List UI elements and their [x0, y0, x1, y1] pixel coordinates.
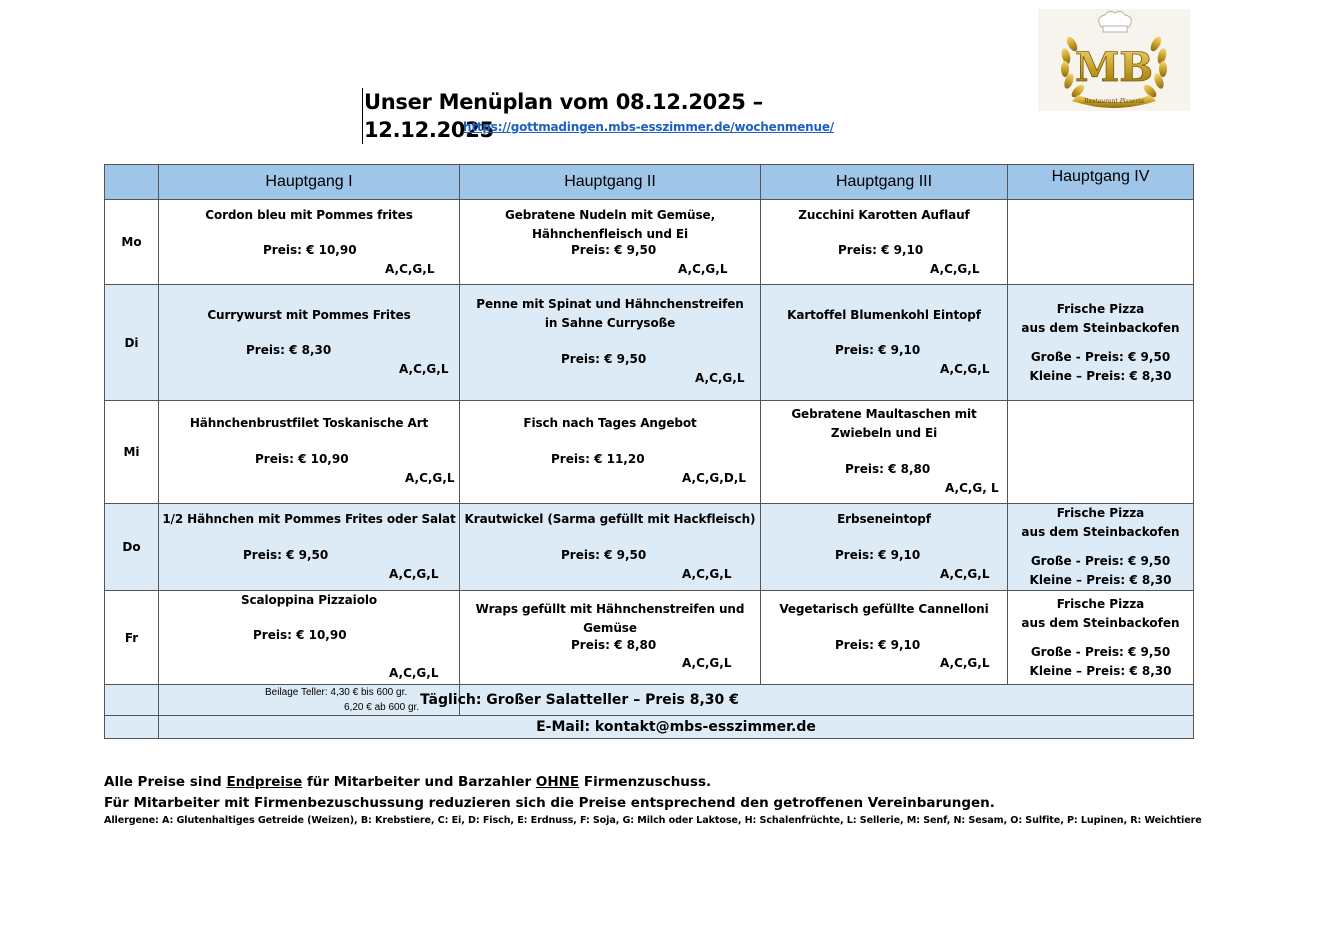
dish-name: 1/2 Hähnchen mit Pommes Frites oder Salat [162, 512, 456, 526]
table-row-di [105, 285, 1194, 401]
table-row-mo [105, 200, 1194, 285]
menu-table [104, 164, 1194, 739]
header-hauptgang-3: Hauptgang III [761, 165, 1008, 200]
dish-cell [460, 591, 761, 685]
dish-price: Preis: € 9,10 [835, 638, 921, 652]
price-note-line-2: Für Mitarbeiter mit Firmenbezuschussung reduzieren sich die Preise entsprechend den getroffenen Vereinbarungen. [104, 795, 995, 811]
dish-price: Preis: € 9,50 [243, 548, 329, 562]
dish-price: Preis: € 9,50 [561, 548, 647, 562]
dish-cell [761, 285, 1008, 401]
contact-email [159, 716, 1194, 739]
svg-text:Restaurant Pizzeria: Restaurant Pizzeria [1084, 98, 1144, 105]
restaurant-logo [1038, 9, 1190, 111]
dish-allergens: A,C,G,L [940, 567, 990, 581]
dish-name: Erbseneintopf [837, 512, 931, 526]
footer-row-daily [105, 685, 1194, 716]
dish-name: Kartoffel Blumenkohl Eintopf [787, 308, 981, 322]
dish-price: Preis: € 9,10 [835, 548, 921, 562]
dish-allergens: A,C,G,L [405, 471, 455, 485]
dish-allergens: A,C,G,L [399, 362, 449, 376]
pizza-cell [1008, 285, 1194, 401]
dish-price: Preis: € 10,90 [255, 452, 349, 466]
pizza-subtitle: aus dem Steinbackofen [1021, 525, 1180, 539]
dish-cell [761, 591, 1008, 685]
contact-email-text[interactable]: E-Mail: kontakt@mbs-esszimmer.de [536, 719, 816, 735]
page-title: Unser Menüplan vom 08.12.2025 – 12.12.2025 [362, 88, 884, 144]
dish-name: Krautwickel (Sarma gefüllt mit Hackfleisch) [464, 512, 756, 526]
daily-salad-text: Täglich: Großer Salatteller – Preis 8,30 € [420, 692, 739, 708]
dish-name: Scaloppina Pizzaiolo [240, 593, 377, 607]
dish-cell [159, 200, 460, 285]
dish-price: Preis: € 9,50 [571, 243, 657, 257]
header-hauptgang-2: Hauptgang II [460, 165, 761, 200]
dish-name: Fisch nach Tages Angebot [523, 416, 697, 430]
dish-name: Gebratene Maultaschen mit Zwiebeln und Ei [791, 407, 977, 440]
dish-name: Vegetarisch gefüllte Cannelloni [779, 602, 989, 616]
svg-text:MB: MB [1074, 44, 1154, 91]
pizza-large-price: Große - Preis: € 9,50 [1030, 350, 1171, 364]
day-label: Do [105, 504, 159, 591]
dish-price: Preis: € 9,50 [561, 352, 647, 366]
menu-url-link[interactable]: https://gottmadingen.mbs-esszimmer.de/wochenmenue/ [463, 120, 834, 134]
day-label: Mo [105, 200, 159, 285]
header-day-cell [105, 165, 159, 200]
pizza-cell [1008, 504, 1194, 591]
day-label: Di [105, 285, 159, 401]
footer-day-cell [105, 685, 159, 716]
pizza-cell [1008, 591, 1194, 685]
dish-cell [159, 591, 460, 685]
pizza-small-price: Kleine – Preis: € 8,30 [1029, 369, 1172, 383]
logo-emblem-icon [1038, 9, 1190, 111]
dish-price: Preis: € 10,90 [263, 243, 357, 257]
daily-salad-offer [420, 685, 1194, 716]
dish-name: Currywurst mit Pommes Frites [207, 308, 411, 322]
dish-cell [761, 200, 1008, 285]
pizza-subtitle: aus dem Steinbackofen [1021, 321, 1180, 335]
pizza-subtitle: aus dem Steinbackofen [1021, 616, 1180, 630]
dish-allergens: A,C,G,L [695, 371, 745, 385]
dish-name: Zucchini Karotten Auflauf [798, 208, 970, 222]
dish-allergens: A,C,G,L [678, 262, 728, 276]
side-dish-line-2: 6,20 € ab 600 gr. [344, 702, 420, 713]
dish-name: Gebratene Nudeln mit Gemüse, Hähnchenfleisch und Ei [504, 208, 716, 241]
footer-day-cell [105, 716, 159, 739]
dish-cell [761, 401, 1008, 504]
dish-cell [460, 401, 761, 504]
dish-cell [159, 504, 460, 591]
dish-allergens: A,C,G,L [940, 362, 990, 376]
table-header-row [105, 165, 1194, 200]
dish-name: Hähnchenbrustfilet Toskanische Art [189, 416, 429, 430]
day-label: Fr [105, 591, 159, 685]
dish-cell [460, 504, 761, 591]
table-row-do [105, 504, 1194, 591]
dish-name: Penne mit Spinat und Hähnchenstreifen in Sahne Currysoße [476, 297, 744, 330]
dish-price: Preis: € 10,90 [253, 628, 347, 642]
table-row-mi [105, 401, 1194, 504]
pizza-large-price: Große - Preis: € 9,50 [1030, 645, 1171, 659]
pizza-small-price: Kleine – Preis: € 8,30 [1029, 573, 1172, 587]
dish-cell [159, 401, 460, 504]
pizza-title: Frische Pizza [1056, 506, 1145, 520]
dish-allergens: A,C,G,D,L [682, 471, 747, 485]
pizza-title: Frische Pizza [1056, 597, 1145, 611]
dish-allergens: A,C,G,L [930, 262, 980, 276]
dish-price: Preis: € 8,80 [571, 638, 657, 652]
header-hauptgang-1: Hauptgang I [159, 165, 460, 200]
header-hauptgang-4: Hauptgang IV [1008, 165, 1194, 200]
pizza-title: Frische Pizza [1056, 302, 1145, 316]
dish-allergens: A,C,G,L [682, 567, 732, 581]
dish-allergens: A,C,G,L [682, 656, 732, 670]
empty-cell [1008, 401, 1194, 504]
dish-price: Preis: € 9,10 [838, 243, 924, 257]
dish-cell [460, 285, 761, 401]
dish-allergens: A,C,G,L [389, 567, 439, 581]
table-row-fr [105, 591, 1194, 685]
dish-allergens: A,C,G,L [385, 262, 435, 276]
dish-allergens: A,C,G,L [940, 656, 990, 670]
dish-name: Wraps gefüllt mit Hähnchenstreifen und Gemüse [475, 602, 745, 635]
dish-cell [460, 200, 761, 285]
dish-price: Preis: € 9,10 [835, 343, 921, 357]
price-note-line-1: Alle Preise sind Endpreise für Mitarbeiter und Barzahler OHNE Firmenzuschuss. [104, 774, 712, 790]
footer-row-email [105, 716, 1194, 739]
dish-price: Preis: € 8,30 [246, 343, 332, 357]
dish-name: Cordon bleu mit Pommes frites [205, 208, 413, 222]
side-dish-line-1: Beilage Teller: 4,30 € bis 600 gr. [265, 687, 408, 698]
side-dish-cell [159, 685, 460, 716]
pizza-small-price: Kleine – Preis: € 8,30 [1029, 664, 1172, 678]
dish-price: Preis: € 11,20 [551, 452, 645, 466]
dish-cell [761, 504, 1008, 591]
allergen-legend: Allergene: A: Glutenhaltiges Getreide (Weizen), B: Krebstiere, C: Ei, D: Fisch, E: Erdnuss, F: Soja, G: Milch oder Laktose, H: Schalenfrüchte, L: Sellerie, M: Senf, N: Sesam, O: Sulfite, P: Lupinen, R: Weichtiere [104, 815, 1202, 826]
dish-price: Preis: € 8,80 [845, 462, 931, 476]
dish-cell [159, 285, 460, 401]
day-label: Mi [105, 401, 159, 504]
price-notes [104, 772, 995, 814]
dish-allergens: A,C,G, L [945, 481, 999, 495]
dish-allergens: A,C,G,L [389, 666, 439, 680]
pizza-large-price: Große - Preis: € 9,50 [1030, 554, 1171, 568]
empty-cell [1008, 200, 1194, 285]
